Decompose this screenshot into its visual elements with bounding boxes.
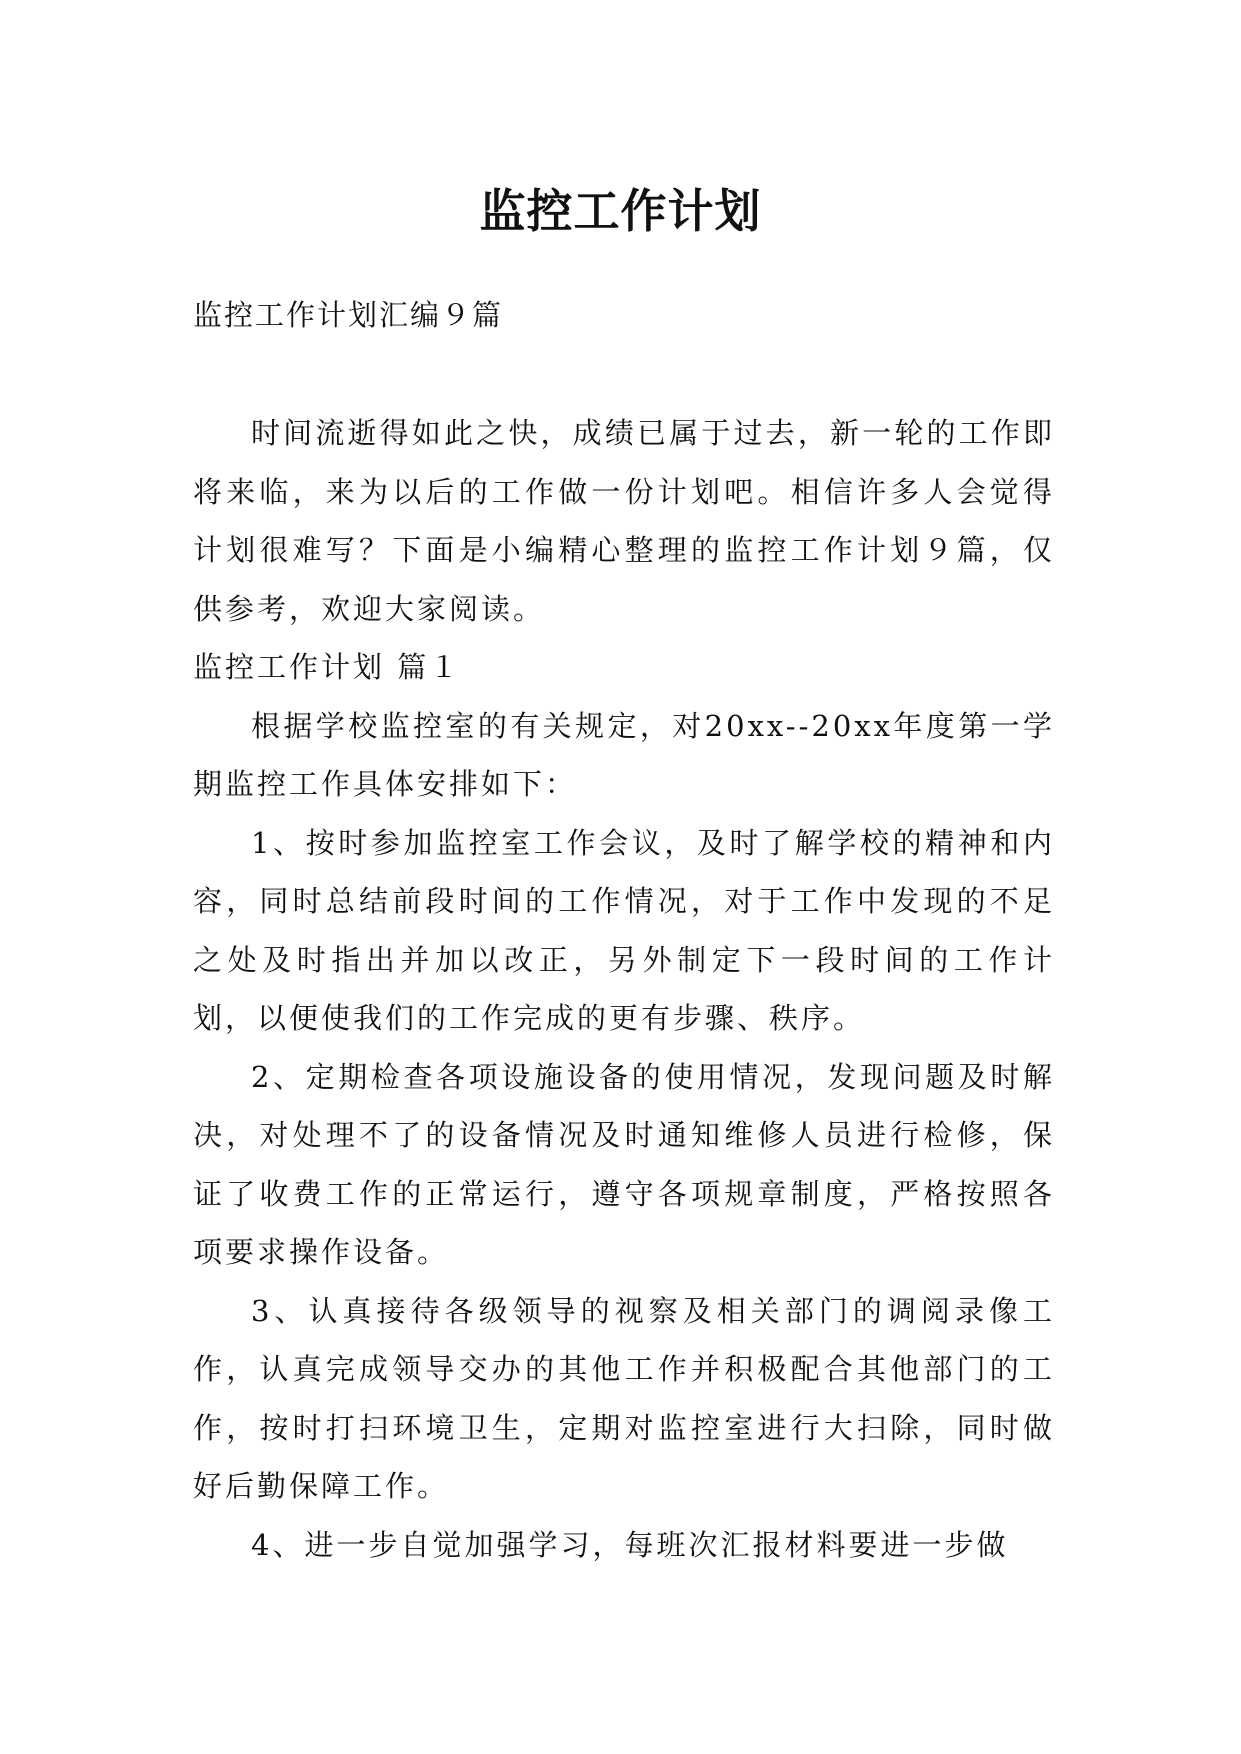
- intro-paragraph: 时间流逝得如此之快，成绩已属于过去，新一轮的工作即将来临，来为以后的工作做一份计划吧。相信许多人会觉得计划很难写？下面是小编精心整理的监控工作计划９篇，仅供参考，欢迎大家阅读。: [193, 416, 1055, 626]
- body-paragraph: 2、定期检查各项设施设备的使用情况，发现问题及时解决，对处理不了的设备情况及时通知维修人员进行检修，保证了收费工作的正常运行，遵守各项规章制度，严格按照各项要求操作设备。: [193, 1059, 1055, 1269]
- body-paragraph: 4、进一步自觉加强学习，每班次汇报材料要进一步做: [251, 1527, 1009, 1562]
- body-paragraph: 3、认真接待各级领导的视察及相关部门的调阅录像工作，认真完成领导交办的其他工作并积极配合其他部门的工作，按时打扫环境卫生，定期对监控室进行大扫除，同时做好后勤保障工作。: [193, 1293, 1055, 1503]
- body-paragraph: 根据学校监控室的有关规定，对20xx--20xx年度第一学期监控工作具体安排如下：: [193, 708, 1055, 801]
- section-heading: 监控工作计划 篇１: [193, 650, 462, 684]
- document-body: [193, 404, 1055, 1574]
- document-title: 监控工作计划: [479, 183, 762, 238]
- document-subtitle: 监控工作计划汇编９篇: [193, 298, 504, 332]
- body-paragraph: 1、按时参加监控室工作会议，及时了解学校的精神和内容，同时总结前段时间的工作情况，对于工作中发现的不足之处及时指出并加以改正，另外制定下一段时间的工作计划，以便使我们的工作完成的更有步骤、秩序。: [193, 825, 1055, 1035]
